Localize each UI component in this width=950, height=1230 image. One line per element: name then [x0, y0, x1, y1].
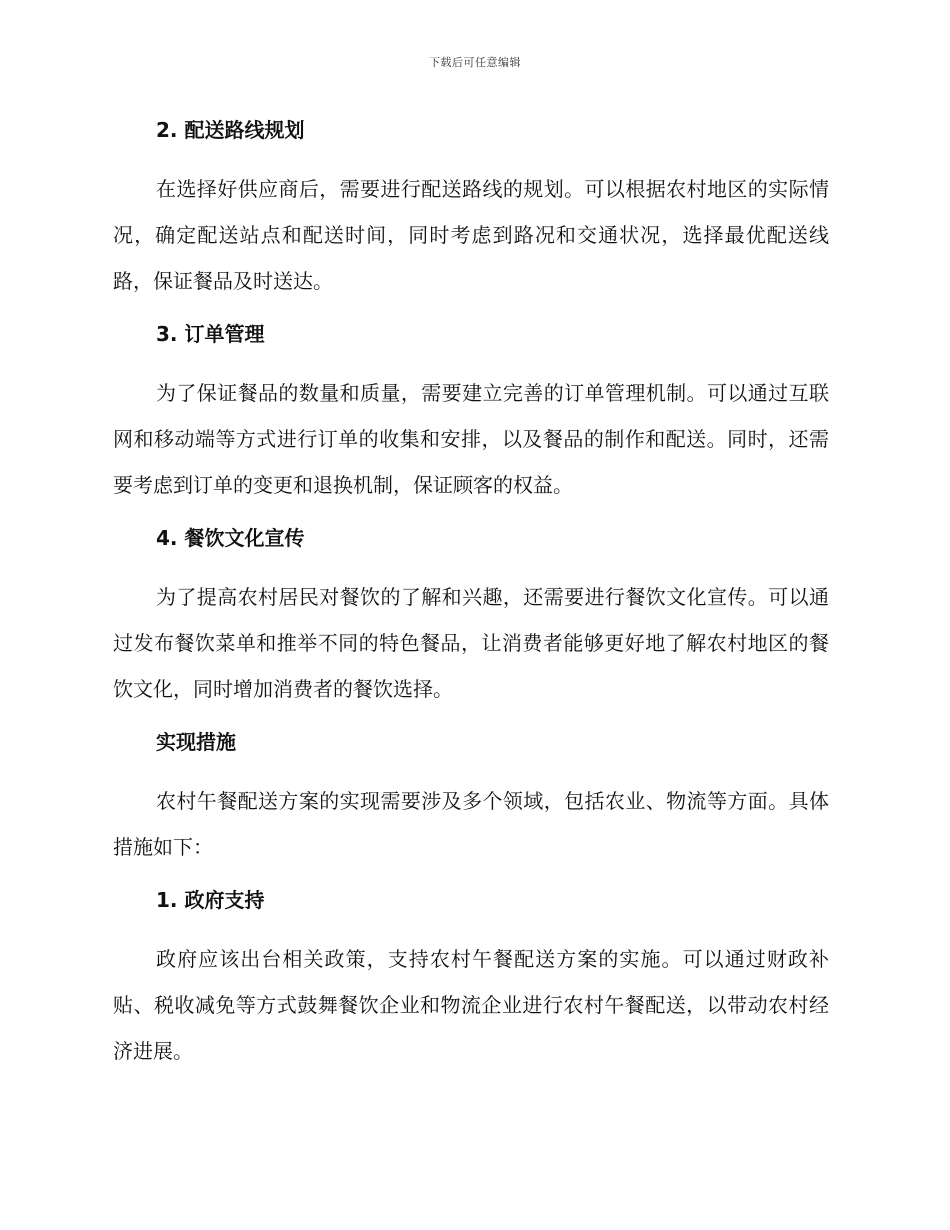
document-body	[113, 112, 829, 1074]
section-heading-culture-promotion: 4. 餐饮文化宣传	[156, 526, 305, 550]
page-header: 下载后可任意编辑	[429, 56, 521, 69]
section-heading-implementation: 实现措施	[156, 730, 236, 754]
section-paragraph-route-planning: 在选择好供应商后，需要进行配送路线的规划。可以根据农村地区的实际情况，确定配送站点和配送时间，同时考虑到路况和交通状况，选择最优配送线路，保证餐品及时送达。	[113, 177, 829, 293]
section-paragraph-culture-promotion: 为了提高农村居民对餐饮的了解和兴趣，还需要进行餐饮文化宣传。可以通过发布餐饮菜单和推举不同的特色餐品，让消费者能够更好地了解农村地区的餐饮文化，同时增加消费者的餐饮选择。	[113, 585, 829, 701]
section-heading-government-support: 1. 政府支持	[156, 888, 265, 912]
section-heading-order-management: 3. 订单管理	[156, 322, 265, 346]
section-heading-route-planning: 2. 配送路线规划	[156, 118, 305, 142]
section-paragraph-government-support: 政府应该出台相关政策，支持农村午餐配送方案的实施。可以通过财政补贴、税收减免等方式鼓舞餐饮企业和物流企业进行农村午餐配送，以带动农村经济进展。	[113, 947, 829, 1063]
section-paragraph-implementation: 农村午餐配送方案的实现需要涉及多个领域，包括农业、物流等方面。具体措施如下：	[113, 789, 829, 859]
section-paragraph-order-management: 为了保证餐品的数量和质量，需要建立完善的订单管理机制。可以通过互联网和移动端等方式进行订单的收集和安排，以及餐品的制作和配送。同时，还需要考虑到订单的变更和退换机制，保证顾客的权益。	[113, 381, 829, 497]
